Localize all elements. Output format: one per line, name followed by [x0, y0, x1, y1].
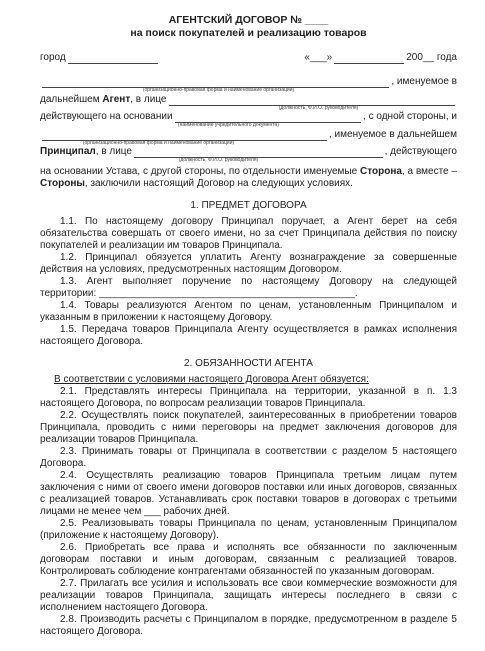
intro-paragraph: на основании Устава, с другой стороны, по отдельности именуемые Сторона, а вместе – Стороны, заключили настоящий Договор на следующих условиях.	[40, 165, 458, 189]
clause-1-3: 1.3. Агент выполняет поручение по настоящему Договору на следующей территории: ______________________________________________.	[40, 275, 457, 299]
clause-2-8: 2.8. Производить расчеты с Принципалом в порядке, предусмотренном в разделе 5 настоящего Договора.	[40, 613, 457, 637]
principal-term: Принципал	[40, 146, 96, 158]
clause-2-4: 2.4. Осуществлять реализацию товаров Принципала третьим лицам путем заключения с ними от своего имени договоров поставки или иных договоров, связанных с реализацией товаров. Устанавливать срок поставки товаров в договорах с третьими лицами не менее чем ___ рабочих дней.	[40, 469, 457, 517]
clause-2-3: 2.3. Принимать товары от Принципала в соответствии с разделом 5 настоящего Договора.	[40, 445, 457, 469]
city-date-row	[40, 52, 457, 64]
org-caption: (организационно-правовая форма и наименование организации)	[142, 87, 295, 94]
title-line-1: АГЕНТСКИЙ ДОГОВОР № ____	[168, 14, 329, 26]
document-title	[40, 14, 457, 40]
city-label: город	[40, 52, 66, 64]
position2-caption: (должность, Ф.И.О. руководителя)	[178, 157, 259, 164]
principal-person-line	[134, 148, 383, 158]
org-row: , именуемое в	[40, 76, 457, 88]
city-line	[68, 54, 158, 64]
org2-caption: (организационно-правовая форма и наименование организации)	[82, 139, 235, 146]
clause-1-4: 1.4. Товары реализуются Агентом по ценам, установленным Принципалом и указанным в приложении к настоящему Договору.	[40, 299, 457, 323]
principal-row: Принципал , в лице , действующего	[40, 146, 457, 158]
clause-2-2: 2.2. Осуществлять поиск покупателей, заинтересованных в приобретении товаров Принципала, проводить с ними переговоры на предмет заключения договоров для реализации товаров Принципала.	[40, 409, 457, 445]
year-label: 200__ года	[406, 52, 457, 64]
clause-2-6: 2.6. Приобретать все права и исполнять все обязанности по заключенным договорам поставки и иным договорам, связанным с реализацией товаров. Контролировать соблюдение контрагентами обязанностей по указанным договорам.	[40, 541, 457, 577]
date-line	[334, 54, 404, 64]
section-2-lead: В соответствии с условиями настоящего Договора Агент обязуется:	[54, 373, 369, 385]
agent-term: Агент	[102, 93, 131, 105]
agent-row: дальнейшем Агент , в лице	[40, 94, 457, 106]
clause-2-1: 2.1. Представлять интересы Принципала на территории, указанной в п. 1.3 настоящего Договора, по вопросам реализации товаров Принципала.	[40, 385, 457, 409]
org2-row: , именуемое в дальнейшем	[40, 129, 457, 141]
basis-row: действующего на основании , с одной стороны, и	[40, 111, 457, 123]
clause-1-1: 1.1. По настоящему договору Принципал поручает, а Агент берет на себя обязательства совершать от своего имени, но за счет Принципала действия по поиску покупателей и реализации им товаров Принципала.	[40, 215, 457, 251]
position-caption: (должность, Ф.И.О. руководителя)	[278, 104, 359, 111]
clause-1-2: 1.2. Принципал обязуется уплатить Агенту вознаграждение за совершенные действия на условиях, предусмотренных настоящим Договором.	[40, 251, 457, 275]
title-line-2: на поиск покупателей и реализацию товаров	[130, 27, 367, 40]
clause-1-5: 1.5. Передача товаров Принципала Агенту осуществляется в рамках исполнения настоящего Договора.	[40, 323, 457, 347]
section-1-title: 1. ПРЕДМЕТ ДОГОВОРА	[190, 199, 307, 211]
clause-2-5: 2.5. Реализовывать товары Принципала по ценам, установленным Принципалом (приложение к настоящему Договору).	[40, 517, 457, 541]
document-caption: (наименование учредительного документа)	[178, 122, 279, 129]
clause-2-7: 2.7. Прилагать все усилия и использовать все свои коммерческие возможности для реализации товаров Принципала, защищать интересы последнего в связи с исполнением настоящего Договора.	[40, 577, 457, 613]
section-2-title: 2. ОБЯЗАННОСТИ АГЕНТА	[184, 357, 313, 369]
date-quote: «___»	[304, 52, 333, 64]
